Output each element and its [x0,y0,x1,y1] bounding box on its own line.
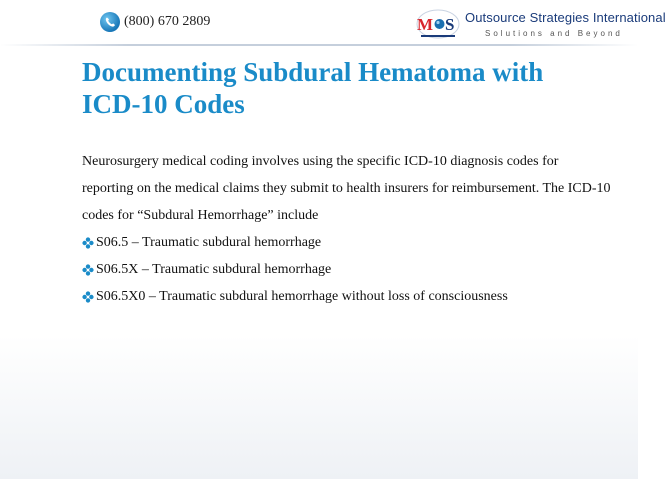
list-item-text: S06.5X0 – Traumatic subdural hemorrhage without loss of consciousness [96,289,508,304]
list-item [82,283,612,310]
diamond-bullet-icon [82,237,94,249]
list-item-text: S06.5X – Traumatic subdural hemorrhage [96,262,332,277]
diamond-bullet-icon [82,264,94,276]
logo-company-name: Outsource Strategies International [465,10,666,25]
svg-text:S: S [445,15,455,34]
phone-contact[interactable] [100,10,210,34]
diamond-bullet-icon [82,291,94,303]
header-divider [0,44,638,46]
list-item-text: S06.5 – Traumatic subdural hemorrhage [96,235,322,250]
company-logo [415,6,666,42]
list-item [82,256,612,283]
phone-icon [100,12,120,32]
slide-title: Documenting Subdural Hematoma with ICD-10 Codes [82,57,544,119]
mos-logo-mark [415,6,461,42]
intro-paragraph: Neurosurgery medical coding involves using the specific ICD-10 diagnosis codes for reporting on the medical claims they submit to health insurers for reimbursement. The ICD-10 codes for “Subdural Hemorrhage” include [82,154,611,223]
slide-body [82,148,612,310]
code-list [82,229,612,310]
svg-text:M: M [417,15,434,34]
list-item [82,229,612,256]
logo-tagline: Solutions and Beyond [485,29,623,38]
phone-number: (800) 670 2809 [124,14,211,29]
